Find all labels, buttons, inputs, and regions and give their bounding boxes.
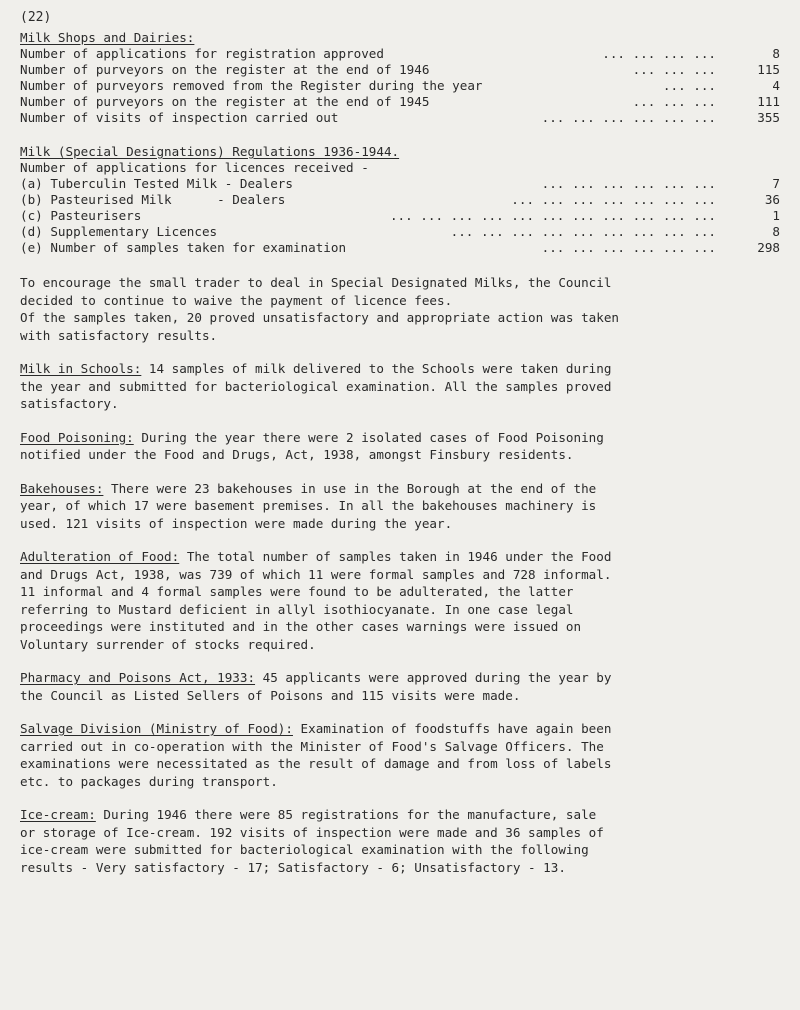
ice-cream-section bbox=[20, 806, 780, 876]
row-value: 298 bbox=[757, 240, 780, 255]
row-label: Number of purveyors removed from the Register during the year bbox=[20, 78, 483, 93]
paragraph-line: Examination of foodstuffs have again been bbox=[292, 721, 612, 736]
leader-dots: ... ... ... bbox=[632, 62, 716, 77]
paragraph-line: proceedings were instituted and in the other cases warnings were issued on bbox=[20, 619, 582, 634]
page-number: (22) bbox=[20, 10, 52, 25]
paragraph-line: Of the samples taken, 20 proved unsatisfactory and appropriate action was taken bbox=[20, 310, 619, 325]
salvage-heading: Salvage Division (Ministry of Food): bbox=[20, 721, 293, 736]
milk-shops-heading: Milk Shops and Dairies: bbox=[20, 30, 195, 45]
leader-dots: ... ... ... ... ... ... ... ... ... ... ... bbox=[389, 208, 716, 223]
paragraph-line: Voluntary surrender of stocks required. bbox=[20, 636, 316, 652]
leader-dots: ... ... ... ... bbox=[602, 46, 716, 61]
table-row bbox=[20, 240, 780, 256]
row-value: 8 bbox=[772, 46, 780, 61]
row-value: 36 bbox=[764, 192, 780, 207]
paragraph-line: used. 121 visits of inspection were made during the year. bbox=[20, 515, 453, 531]
leader-dots: ... ... ... ... ... ... bbox=[541, 176, 716, 191]
milk-shops-table bbox=[20, 46, 780, 126]
paragraph-line: or storage of Ice-cream. 192 visits of inspection were made and 36 samples of bbox=[20, 824, 604, 840]
adulteration-section bbox=[20, 548, 780, 653]
table-row bbox=[20, 78, 780, 94]
row-label: Number of applications for registration approved bbox=[20, 46, 384, 61]
document-page bbox=[20, 6, 780, 876]
food-poisoning-section bbox=[20, 429, 780, 464]
paragraph-line: the Council as Listed Sellers of Poisons and 115 visits were made. bbox=[20, 687, 521, 703]
table-row bbox=[20, 224, 780, 240]
paragraph-line: decided to continue to waive the payment of licence fees. bbox=[20, 292, 453, 308]
paragraph-line: and Drugs Act, 1938, was 739 of which 11 were formal samples and 728 informal. bbox=[20, 566, 612, 582]
paragraph-line: 11 informal and 4 formal samples were found to be adulterated, the latter bbox=[20, 584, 574, 599]
salvage-section bbox=[20, 720, 780, 790]
row-label: Number of visits of inspection carried out bbox=[20, 110, 339, 125]
bakehouses-heading: Bakehouses: bbox=[20, 480, 104, 496]
leader-dots: ... ... ... ... ... ... ... bbox=[511, 192, 716, 207]
leader-dots: ... ... ... ... ... ... bbox=[541, 240, 716, 255]
pharmacy-heading: Pharmacy and Poisons Act, 1933: bbox=[20, 670, 256, 685]
paragraph-line: examinations were necessitated as the result of damage and from loss of labels bbox=[20, 756, 612, 771]
leader-dots: ... ... ... bbox=[632, 94, 716, 109]
row-label: (c) Pasteurisers bbox=[20, 208, 142, 223]
paragraph-line: the year and submitted for bacteriological examination. All the samples proved bbox=[20, 378, 612, 394]
paragraph-line: During the year there were 2 isolated cases of Food Poisoning bbox=[133, 429, 604, 445]
leader-dots: ... ... ... ... ... ... bbox=[541, 110, 716, 125]
milk-in-schools-heading: Milk in Schools: bbox=[20, 361, 142, 376]
food-poisoning-heading: Food Poisoning: bbox=[20, 429, 134, 445]
milk-in-schools-section bbox=[20, 360, 780, 413]
licences-table bbox=[20, 176, 780, 256]
special-designations-section bbox=[20, 144, 780, 344]
milk-shops-section bbox=[20, 30, 780, 126]
special-designations-heading: Milk (Special Designations) Regulations 1936-1944. bbox=[20, 144, 400, 159]
table-row bbox=[20, 192, 780, 208]
paragraph-line: 14 samples of milk delivered to the Schools were taken during bbox=[141, 361, 612, 376]
row-label: Number of purveyors on the register at the end of 1946 bbox=[20, 62, 430, 77]
paragraph-line: The total number of samples taken in 1946 under the Food bbox=[179, 549, 612, 564]
row-label: Number of purveyors on the register at the end of 1945 bbox=[20, 94, 430, 109]
leader-dots: ... ... ... ... ... ... ... ... ... bbox=[450, 224, 716, 239]
row-label: (b) Pasteurised Milk - Dealers bbox=[20, 192, 286, 207]
licence-fees-paragraph bbox=[20, 274, 780, 344]
paragraph-line: results - Very satisfactory - 17; Satisfactory - 6; Unsatisfactory - 13. bbox=[20, 859, 566, 875]
row-value: 8 bbox=[772, 224, 780, 239]
paragraph-line: There were 23 bakehouses in use in the Borough at the end of the bbox=[103, 480, 597, 496]
paragraph-line: referring to Mustard deficient in allyl isothiocyanate. In one case legal bbox=[20, 601, 574, 617]
row-value: 7 bbox=[772, 176, 780, 191]
paragraph-line: satisfactory. bbox=[20, 396, 119, 411]
ice-cream-heading: Ice-cream: bbox=[20, 807, 96, 822]
table-row bbox=[20, 208, 780, 224]
row-label: (d) Supplementary Licences bbox=[20, 224, 218, 239]
row-value: 1 bbox=[772, 208, 780, 223]
table-row bbox=[20, 110, 780, 126]
row-value: 115 bbox=[757, 62, 780, 77]
row-value: 4 bbox=[772, 78, 780, 93]
table-row bbox=[20, 176, 780, 192]
paragraph-line: To encourage the small trader to deal in Special Designated Milks, the Council bbox=[20, 275, 612, 290]
adulteration-heading: Adulteration of Food: bbox=[20, 549, 180, 564]
row-value: 355 bbox=[757, 110, 780, 125]
paragraph-line: notified under the Food and Drugs, Act, 1938, amongst Finsbury residents. bbox=[20, 447, 574, 462]
pharmacy-section bbox=[20, 669, 780, 704]
table-row bbox=[20, 46, 780, 62]
table-row bbox=[20, 94, 780, 110]
paragraph-line: 45 applicants were approved during the year by bbox=[255, 670, 612, 685]
table-row bbox=[20, 62, 780, 78]
row-label: (e) Number of samples taken for examination bbox=[20, 240, 347, 255]
paragraph-line: ice-cream were submitted for bacteriological examination with the following bbox=[20, 842, 589, 857]
paragraph-line: During 1946 there were 85 registrations for the manufacture, sale bbox=[95, 807, 597, 822]
special-designations-intro: Number of applications for licences received - bbox=[20, 160, 369, 175]
row-label: (a) Tuberculin Tested Milk - Dealers bbox=[20, 176, 293, 191]
paragraph-line: year, of which 17 were basement premises. In all the bakehouses machinery is bbox=[20, 498, 597, 513]
paragraph-line: with satisfactory results. bbox=[20, 327, 218, 343]
paragraph-line: carried out in co-operation with the Minister of Food's Salvage Officers. The bbox=[20, 738, 604, 754]
bakehouses-section bbox=[20, 480, 780, 533]
paragraph-line: etc. to packages during transport. bbox=[20, 773, 278, 789]
row-value: 111 bbox=[757, 94, 780, 109]
leader-dots: ... ... bbox=[662, 78, 716, 93]
